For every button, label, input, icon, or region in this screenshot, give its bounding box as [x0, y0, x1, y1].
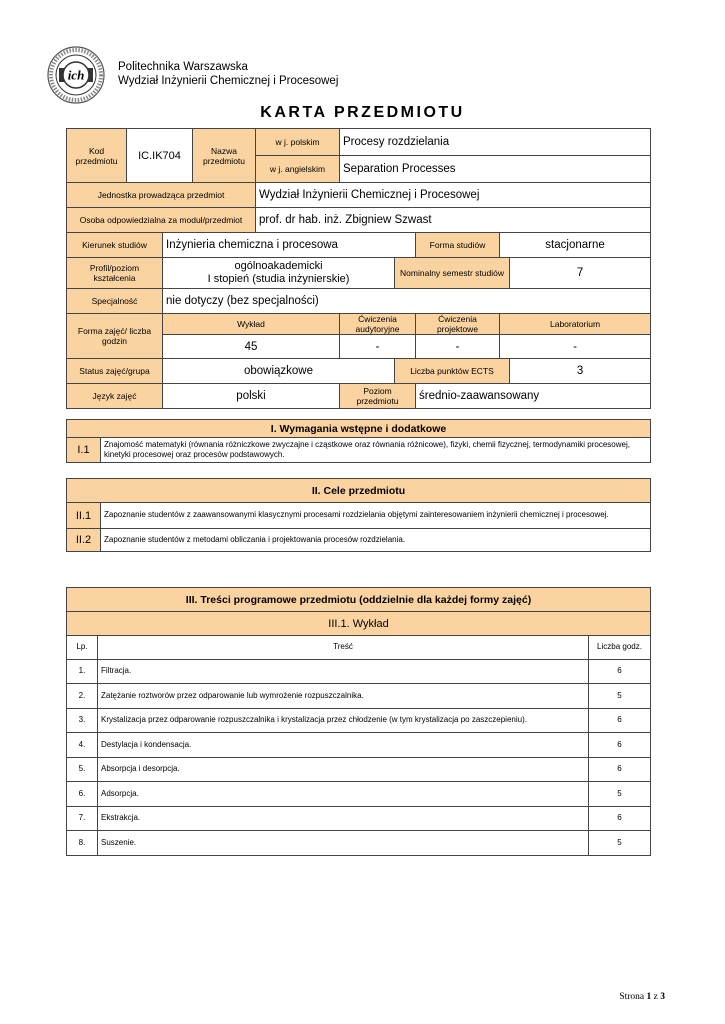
university-name: Politechnika Warszawska — [118, 61, 248, 73]
lab-value: - — [500, 335, 651, 359]
table-row — [67, 782, 651, 807]
page-footer — [619, 992, 665, 1002]
logo-text: ich — [67, 67, 85, 83]
row-lp: 7. — [67, 807, 98, 831]
jednostka-value: Wydział Inżynierii Chemicznej i Procesowej — [256, 183, 651, 208]
table-row — [67, 660, 651, 684]
row-tresc: Absorpcja i desorpcja. — [98, 758, 589, 782]
forma-studiow-label: Forma studiów — [416, 233, 500, 258]
profil-value — [163, 258, 395, 289]
wyklad-label: Wykład — [163, 314, 340, 335]
footer-page-total: 3 — [660, 992, 665, 1002]
kierunek-value: Inżynieria chemiczna i procesowa — [163, 233, 416, 258]
row-lp: 6. — [67, 782, 98, 807]
row-godz: 6 — [589, 709, 651, 733]
wyklad-value: 45 — [163, 335, 340, 359]
university-logo — [47, 46, 105, 104]
cw-proj-label: Ćwiczenia projektowe — [416, 314, 500, 335]
row-lp: 1. — [67, 660, 98, 684]
goal-code: II.2 — [67, 529, 101, 552]
faculty-name: Wydział Inżynierii Chemicznej i Procesowej — [118, 75, 339, 87]
osoba-label: Osoba odpowiedzialna za moduł/przedmiot — [67, 208, 256, 233]
row-godz: 6 — [589, 758, 651, 782]
row-lp: 3. — [67, 709, 98, 733]
col-lp-header: Lp. — [67, 636, 98, 660]
specjalnosc-label: Specjalność — [67, 289, 163, 314]
table-row — [67, 709, 651, 733]
institution-header — [118, 60, 338, 88]
row-godz: 5 — [589, 831, 651, 856]
table-row — [67, 684, 651, 709]
poziom-value: średnio-zaawansowany — [416, 384, 651, 409]
section-goals — [66, 478, 651, 552]
nazwa-label: Nazwa przedmiotu — [193, 129, 256, 183]
page-title: KARTA PRZEDMIOTU — [260, 104, 465, 121]
row-tresc: Suszenie. — [98, 831, 589, 856]
section-requirements-title: I. Wymagania wstępne i dodatkowe — [67, 420, 651, 438]
forma-studiow-value: stacjonarne — [500, 233, 651, 258]
row-godz: 6 — [589, 733, 651, 758]
row-tresc: Ekstrakcja. — [98, 807, 589, 831]
profil-value-line-2: I stopień (studia inżynierskie) — [207, 273, 350, 285]
row-tresc: Adsorpcja. — [98, 782, 589, 807]
table-row — [67, 733, 651, 758]
jednostka-label: Jednostka prowadząca przedmiot — [67, 183, 256, 208]
section-requirements — [66, 419, 651, 463]
row-tresc: Zatężanie roztworów przez odparowanie lub wymrożenie rozpuszczalnika. — [98, 684, 589, 709]
section-content — [66, 587, 651, 856]
footer-page-number: 1 — [646, 992, 652, 1002]
kod-value: IC.IK704 — [127, 129, 193, 183]
row-godz: 6 — [589, 660, 651, 684]
goal-code: II.1 — [67, 503, 101, 529]
en-label: w j. angielskim — [256, 156, 340, 183]
jezyk-label: Język zajęć — [67, 384, 163, 409]
status-value: obowiązkowe — [163, 359, 395, 384]
table-row — [67, 758, 651, 782]
col-godz-header: Liczba godz. — [589, 636, 651, 660]
row-lp: 2. — [67, 684, 98, 709]
requirement-code: I.1 — [67, 438, 101, 463]
profil-label: Profil/poziom kształcenia — [67, 258, 163, 289]
kierunek-label: Kierunek studiów — [67, 233, 163, 258]
jezyk-value: polski — [163, 384, 340, 409]
goal-text: Zapoznanie studentów z zaawansowanymi klasycznymi procesami rozdzielania objętymi zainteresowaniem inżynierii chemicznej i procesowej. — [101, 503, 651, 529]
pl-label: w j. polskim — [256, 129, 340, 156]
cw-aud-label: Ćwiczenia audytoryjne — [340, 314, 416, 335]
table-row — [67, 807, 651, 831]
section-goals-title: II. Cele przedmiotu — [67, 479, 651, 503]
semestr-label: Nominalny semestr studiów — [395, 258, 510, 289]
en-value: Separation Processes — [340, 156, 651, 183]
osoba-value: prof. dr hab. inż. Zbigniew Szwast — [256, 208, 651, 233]
lecture-subtitle: III.1. Wykład — [67, 612, 651, 636]
poziom-label: Poziom przedmiotu — [340, 384, 416, 409]
status-label: Status zajęć/grupa — [67, 359, 163, 384]
pl-value: Procesy rozdzielania — [340, 129, 651, 156]
ects-label: Liczba punktów ECTS — [395, 359, 510, 384]
section-content-title: III. Treści programowe przedmiotu (oddzielnie dla każdej formy zajęć) — [67, 588, 651, 612]
row-tresc: Filtracja. — [98, 660, 589, 684]
requirement-text: Znajomość matematyki (równania różniczkowe zwyczajne i cząstkowe oraz równania różnicowe), fizyki, chemii fizycznej, termodynamiki procesowej, kinetyki procesowej oraz procesów podstawowych. — [101, 438, 651, 463]
forma-zajec-label: Forma zajęć/ liczba godzin — [67, 314, 163, 359]
footer-prefix: Strona — [619, 992, 647, 1002]
row-godz: 5 — [589, 782, 651, 807]
row-godz: 5 — [589, 684, 651, 709]
cw-aud-value: - — [340, 335, 416, 359]
course-info-table — [66, 128, 651, 409]
row-lp: 5. — [67, 758, 98, 782]
specjalnosc-value: nie dotyczy (bez specjalności) — [163, 289, 651, 314]
profil-value-line-1: ogólnoakademicki — [234, 260, 323, 272]
kod-label: Kod przedmiotu — [67, 129, 127, 183]
cw-proj-value: - — [416, 335, 500, 359]
row-lp: 4. — [67, 733, 98, 758]
ects-value: 3 — [510, 359, 651, 384]
lab-label: Laboratorium — [500, 314, 651, 335]
goal-text: Zapoznanie studentów z metodami obliczania i projektowania procesów rozdzielania. — [101, 529, 651, 552]
row-tresc: Krystalizacja przez odparowanie rozpuszczalnika i krystalizacja przez chłodzenie (w tym krystalizacja po zaszczepieniu). — [98, 709, 589, 733]
footer-mid: z — [651, 992, 661, 1002]
col-tresc-header: Treść — [98, 636, 589, 660]
row-lp: 8. — [67, 831, 98, 856]
row-tresc: Destylacja i kondensacja. — [98, 733, 589, 758]
semestr-value: 7 — [510, 258, 651, 289]
table-row — [67, 831, 651, 856]
row-godz: 6 — [589, 807, 651, 831]
